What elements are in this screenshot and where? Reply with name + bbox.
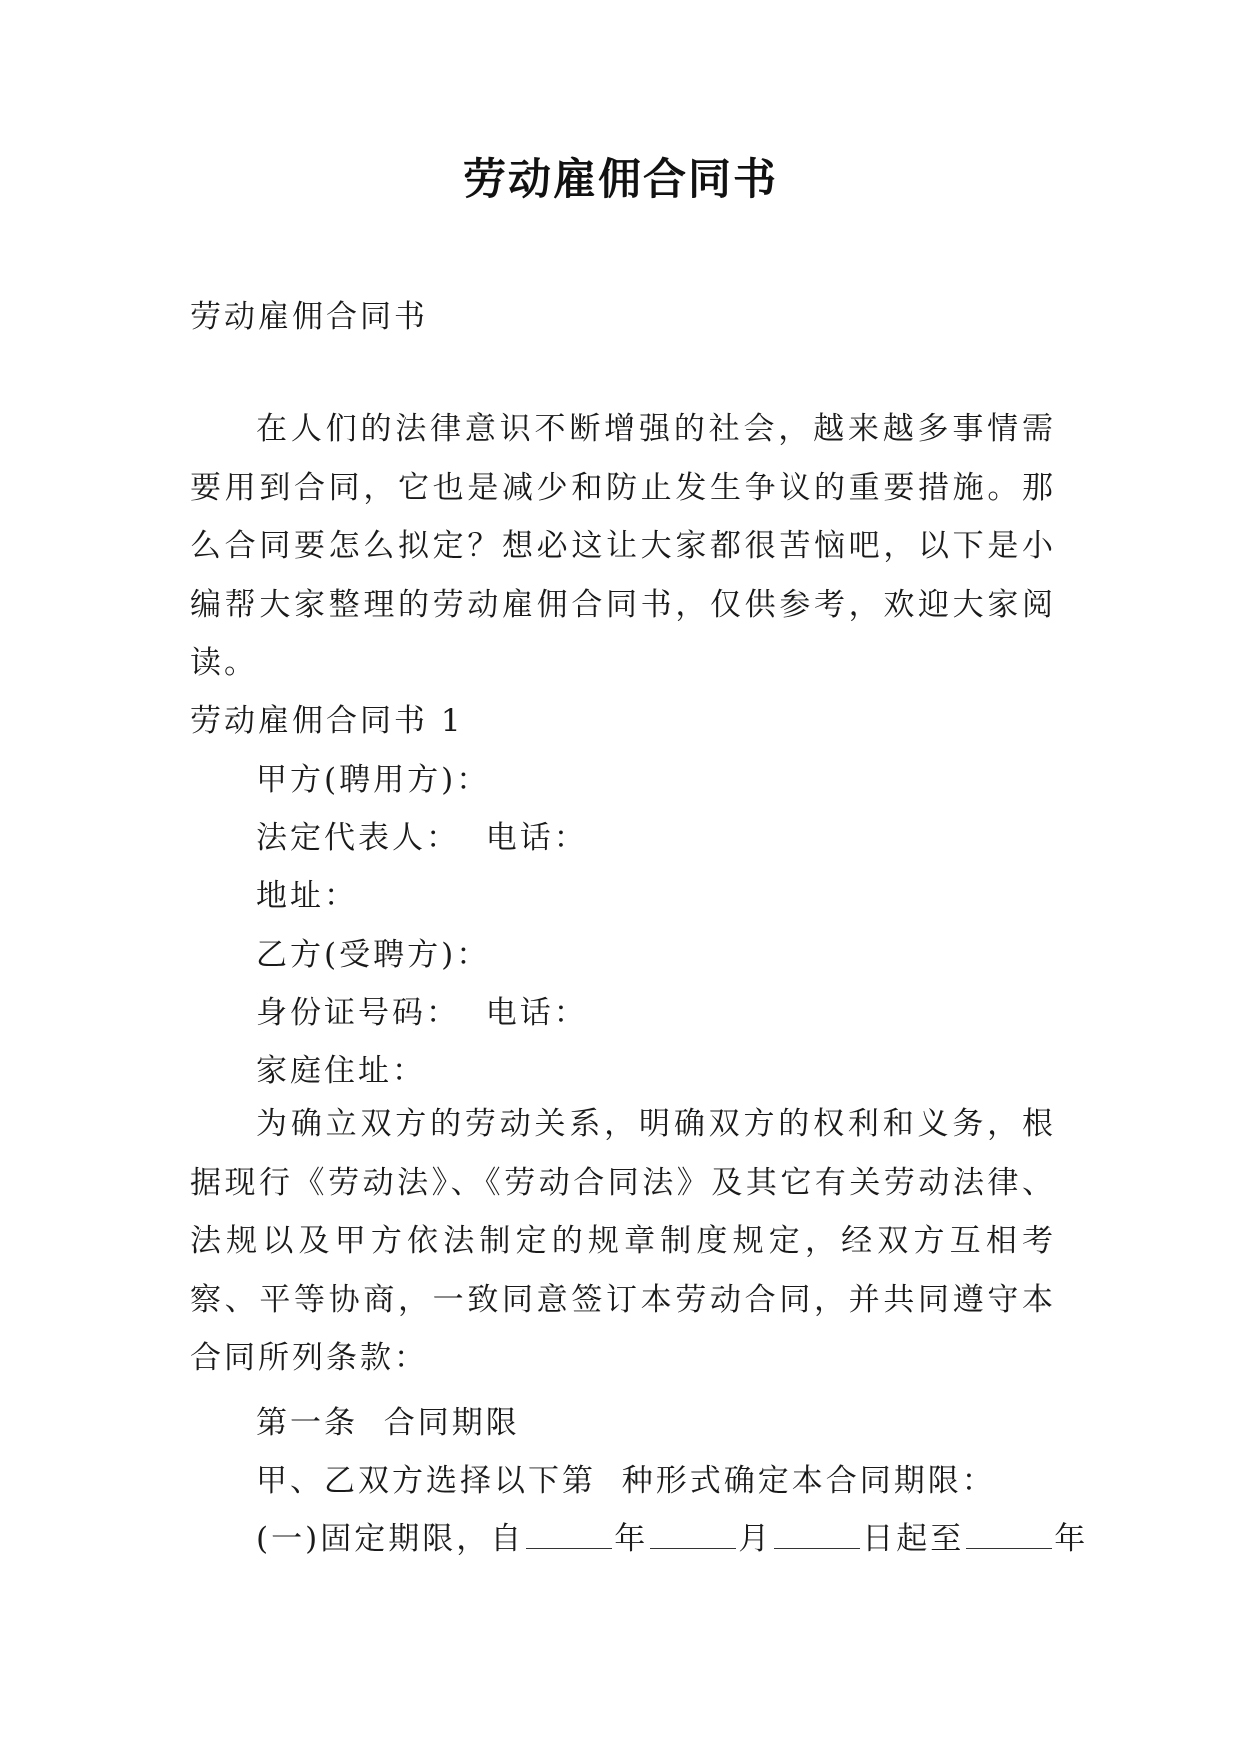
legal-rep-line: 法定代表人： 电话：	[256, 820, 588, 856]
article1-title: 第一条 合同期限	[256, 1405, 520, 1441]
blank-month-start	[650, 1522, 736, 1549]
section-heading: 劳动雇佣合同书 1	[190, 703, 464, 739]
document-title: 劳动雇佣合同书	[463, 155, 778, 205]
blank-day-start	[774, 1522, 860, 1549]
blank-year-end	[966, 1522, 1052, 1549]
item1-month-label: 月	[738, 1521, 773, 1557]
article1-text: 甲、乙双方选择以下第 种形式确定本合同期限：	[256, 1463, 996, 1499]
home-address-line: 家庭住址：	[256, 1053, 426, 1089]
id-number-line: 身份证号码： 电话：	[256, 995, 588, 1031]
item1-prefix: (一)固定期限，自	[256, 1521, 525, 1557]
item1-day-to-label: 日起至	[862, 1521, 965, 1557]
item1-year2-label: 年	[1054, 1521, 1089, 1557]
document-subtitle: 劳动雇佣合同书	[190, 299, 428, 335]
article1-item1	[256, 1519, 1088, 1559]
intro-paragraph: 在人们的法律意识不断增强的社会，越来越多事情需要用到合同，它也是减少和防止发生争议的重要措施。那么合同要怎么拟定？想必这让大家都很苦恼吧，以下是小编帮大家整理的劳动雇佣合同书，仅供参考，欢迎大家阅读。	[190, 411, 1056, 681]
party-b-line: 乙方(受聘方)：	[256, 937, 491, 973]
blank-year-start	[526, 1522, 612, 1549]
item1-year-label: 年	[614, 1521, 649, 1557]
preamble-paragraph: 为确立双方的劳动关系，明确双方的权利和义务，根据现行《劳动法》、《劳动合同法》及其它有关劳动法律、法规以及甲方依法制定的规章制度规定，经双方互相考察、平等协商，一致同意签订本劳动合同，并共同遵守本合同所列条款：	[190, 1106, 1056, 1376]
party-a-line: 甲方(聘用方)：	[256, 762, 491, 798]
address-line: 地址：	[256, 878, 358, 914]
